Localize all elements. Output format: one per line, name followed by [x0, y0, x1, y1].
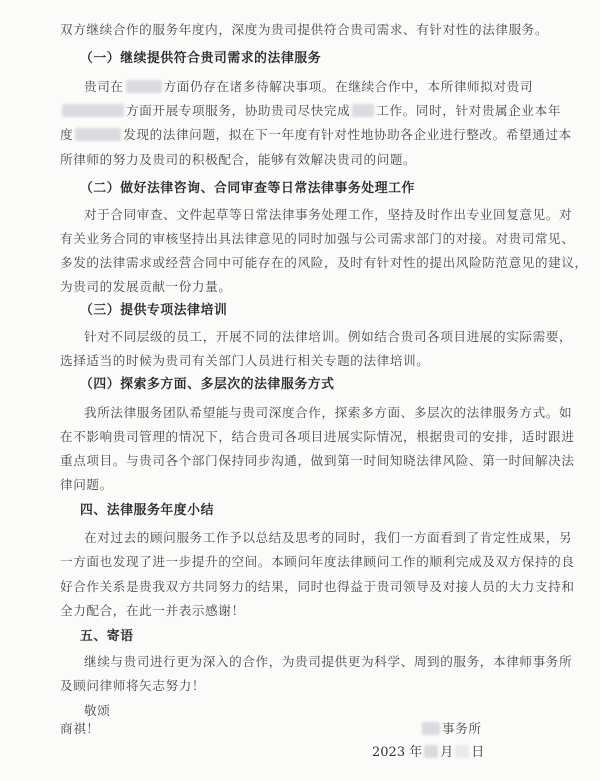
redacted-text: [62, 104, 124, 117]
section-2-line-2: 有关业务合同的审核坚持出具法律意见的同时加强与公司需求部门的对接。对贵司常见、: [60, 231, 575, 246]
closing-salutation: 敬颂: [84, 703, 111, 718]
section-4-line-1: 我所法律服务团队希望能与贵司深度合作，探索多方面、多层次的法律服务方式。如: [84, 405, 573, 420]
text-segment: 度: [60, 127, 74, 142]
section-3-line-1: 针对不同层级的员工，开展不同的法律培训。例如结合贵司各项目进展的实际需要，: [84, 329, 573, 344]
section-6-line-2: 及顾问律师将矢志努力！: [60, 678, 206, 693]
section-1-heading: （一）继续提供符合贵司需求的法律服务: [80, 51, 322, 66]
redacted-text: [455, 745, 469, 758]
section-1-para-line-3: [60, 126, 572, 144]
date-year: 2023 年: [372, 745, 423, 760]
section-4-line-3: 重点项目。与贵司各个部门保持同步沟通，做到第一时间知晓法律风险、第一时间解决法: [60, 453, 575, 468]
redacted-text: [126, 80, 162, 93]
redacted-text: [352, 104, 374, 117]
section-2-line-1: 对于合同审查、文件起草等日常法律事务处理工作，坚持及时作出专业回复意见。对: [84, 207, 573, 222]
intro-line: 双方继续合作的服务年度内，深度为贵司提供符合贵司需求、有针对性的法律服务。: [60, 22, 549, 37]
section-1-para-line-2: [60, 102, 561, 120]
section-1-para-line-1: [84, 78, 533, 96]
date-line: [372, 744, 484, 762]
text-segment: 方面仍存在诸多待解决事项。在继续合作中，本所律师拟对贵司: [163, 79, 534, 94]
section-5-line-1: 在对过去的顾问服务工作予以总结及思考的同时，我们一方面看到了肯定性成果，另: [84, 530, 573, 545]
text-segment: 贵司在: [84, 79, 124, 94]
text-segment: 发现的法律问题，拟在下一年度有针对性地协助各企业进行整改。希望通过本: [123, 127, 572, 142]
section-6-heading: 五、寄语: [80, 629, 134, 644]
section-1-para-line-4: 所律师的努力及贵司的积极配合，能够有效解决贵司的问题。: [60, 152, 417, 167]
section-4-line-2: 在不影响贵司管理的情况下，结合贵司各项目进展实际情况，根据贵司的安排，适时跟进: [60, 429, 575, 444]
redacted-text: [75, 128, 121, 141]
section-2-line-4: 为贵司的发展贡献一份力量。: [60, 279, 232, 294]
section-2-heading: （二）做好法律咨询、合同审查等日常法律事务处理工作: [80, 181, 415, 196]
section-3-heading: （三）提供专项法律培训: [80, 303, 228, 318]
signature-text: 事务所: [442, 721, 482, 736]
text-segment: 工作。同时，针对贵属企业本年: [376, 103, 562, 118]
section-5-line-3: 好合作关系是贵我双方共同努力的结果，同时也得益于贵司领导及对接人员的大力支持和: [60, 579, 575, 594]
date-day: 日: [471, 745, 485, 760]
date-month: 月: [440, 745, 454, 760]
section-3-line-2: 选择适当的时候为贵司有关部门人员进行相关专题的法律培训。: [60, 353, 430, 368]
section-4-heading: （四）探索多方面、多层次的法律服务方式: [80, 377, 335, 392]
section-6-line-1: 继续与贵司进行更为深入的合作，为贵司提供更为科学、周到的服务，本律师事务所: [84, 654, 573, 669]
section-5-line-2: 一方面也发现了进一步提升的空间。本顾问年度法律顾问工作的顺利完成及双方保持的良: [60, 554, 575, 569]
section-4-line-4: 律问题。: [60, 477, 113, 492]
signature-line: [420, 720, 482, 738]
section-2-line-3: 多发的法律需求或经营合同中可能存在的风险，及时有针对性的提出风险防范意见的建议，: [60, 255, 588, 270]
section-5-heading: 四、法律服务年度小结: [80, 503, 214, 518]
text-segment: 方面开展专项服务，协助贵司尽快完成: [126, 103, 351, 118]
closing-wish: 商祺！: [60, 721, 100, 736]
redacted-text: [422, 722, 440, 735]
section-5-line-4: 全力配合，在此一并表示感谢！: [60, 603, 245, 618]
redacted-text: [424, 745, 438, 758]
